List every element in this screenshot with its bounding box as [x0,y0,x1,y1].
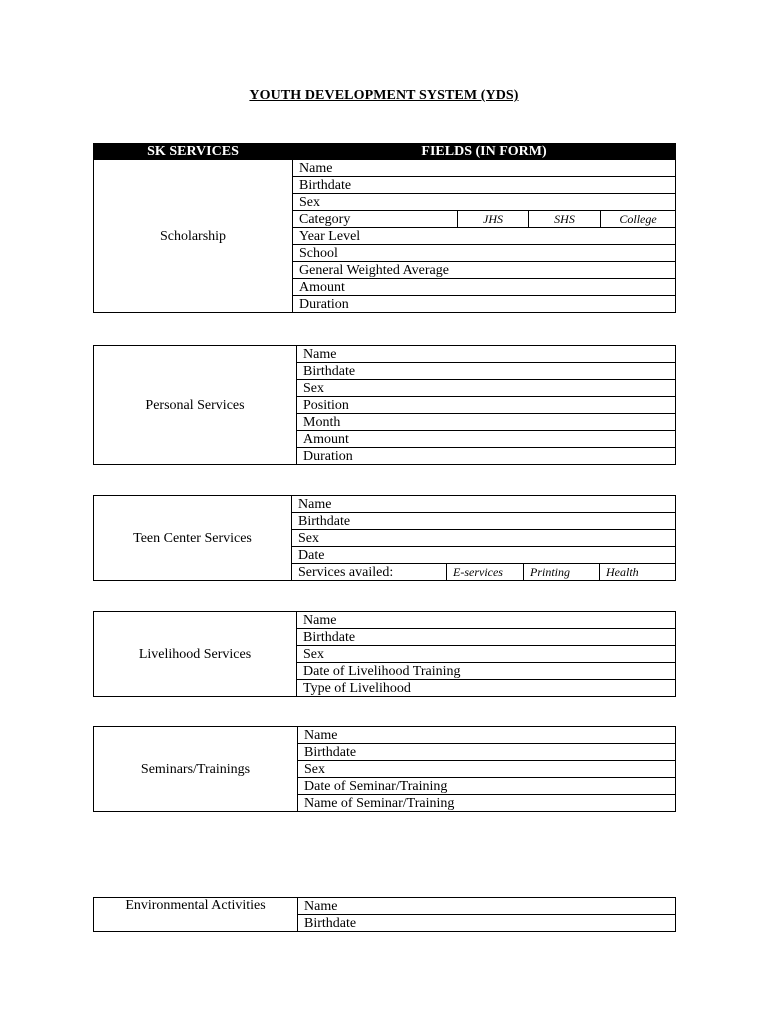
field-sex: Sex [292,530,676,547]
field-birthdate: Birthdate [298,915,676,932]
livelihood-table [93,611,676,697]
field-name: Name [297,346,676,363]
field-birthdate: Birthdate [293,177,676,194]
field-name: Name [297,612,676,629]
field-sex: Sex [293,194,676,211]
availed-option-printing: Printing [524,564,600,581]
field-sex: Sex [297,646,676,663]
field-category: Category [293,211,458,228]
environmental-table [93,897,676,932]
category-option-shs: SHS [529,211,601,228]
field-name: Name [298,898,676,915]
field-date-of-seminar: Date of Seminar/Training [298,778,676,795]
scholarship-table [93,143,676,313]
field-name: Name [293,160,676,177]
availed-option-e-services: E-services [447,564,524,581]
category-option-college: College [601,211,676,228]
field-type-of-livelihood: Type of Livelihood [297,680,676,697]
field-sex: Sex [298,761,676,778]
field-sex: Sex [297,380,676,397]
field-gwa: General Weighted Average [293,262,676,279]
field-amount: Amount [293,279,676,296]
field-name: Name [298,727,676,744]
field-duration: Duration [297,448,676,465]
fields-header: FIELDS (IN FORM) [293,144,676,160]
field-birthdate: Birthdate [292,513,676,530]
field-date: Date [292,547,676,564]
availed-option-health: Health [600,564,676,581]
field-name: Name [292,496,676,513]
service-environmental: Environmental Activities [94,898,298,932]
sk-services-header: SK SERVICES [94,144,293,160]
field-month: Month [297,414,676,431]
field-birthdate: Birthdate [297,629,676,646]
document-title: YOUTH DEVELOPMENT SYSTEM (YDS) [249,88,519,103]
service-scholarship: Scholarship [94,160,293,313]
teen-center-table [93,495,676,581]
service-seminars: Seminars/Trainings [94,727,298,812]
field-services-availed: Services availed: [292,564,447,581]
field-school: School [293,245,676,262]
field-amount: Amount [297,431,676,448]
field-date-of-livelihood-training: Date of Livelihood Training [297,663,676,680]
service-personal: Personal Services [94,346,297,465]
seminars-table [93,726,676,812]
service-teen-center: Teen Center Services [94,496,292,581]
field-birthdate: Birthdate [297,363,676,380]
field-name-of-seminar: Name of Seminar/Training [298,795,676,812]
field-position: Position [297,397,676,414]
field-birthdate: Birthdate [298,744,676,761]
field-year-level: Year Level [293,228,676,245]
personal-services-table [93,345,676,465]
category-option-jhs: JHS [458,211,529,228]
field-duration: Duration [293,296,676,313]
service-livelihood: Livelihood Services [94,612,297,697]
